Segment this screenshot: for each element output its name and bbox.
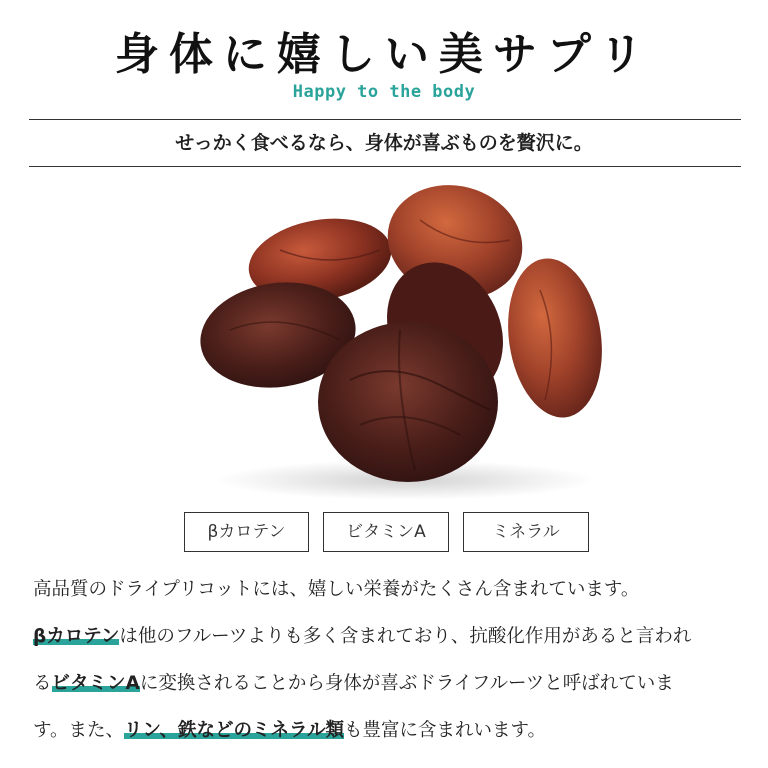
description-line-4 bbox=[33, 711, 745, 758]
page-subtitle: Happy to the body bbox=[292, 82, 476, 102]
highlight-beta-carotene: βカロテン bbox=[33, 626, 120, 647]
description-line-2 bbox=[33, 617, 745, 664]
tag-beta-carotene: βカロテン bbox=[184, 512, 309, 552]
description-text: は他のフルーツよりも多く含まれており、抗酸化作用があると言われ bbox=[119, 626, 692, 647]
highlight-minerals: リン、鉄などのミネラル類 bbox=[124, 720, 344, 741]
description-line-1: 高品質のドライプリコットには、嬉しい栄養がたくさん含まれています。 bbox=[33, 579, 640, 600]
description-text: る bbox=[33, 673, 52, 694]
description-line-3 bbox=[33, 664, 745, 711]
tagline: せっかく食べるなら、身体が喜ぶものを贅沢に。 bbox=[175, 132, 593, 154]
dried-apricots-image bbox=[190, 180, 610, 500]
description-text: す。また、 bbox=[33, 720, 125, 741]
description bbox=[33, 570, 745, 758]
highlight-vitamin-a: ビタミンA bbox=[51, 673, 140, 694]
description-text: も豊富に含まれいます。 bbox=[344, 720, 547, 741]
description-text: に変換されることから身体が喜ぶドライフルーツと呼ばれていま bbox=[139, 673, 674, 694]
tag-minerals: ミネラル bbox=[463, 512, 589, 552]
nutrient-tags bbox=[184, 512, 589, 552]
tag-vitamin-a: ビタミンA bbox=[323, 512, 449, 552]
page-title: 身体に嬉しい美サプリ bbox=[114, 29, 654, 80]
